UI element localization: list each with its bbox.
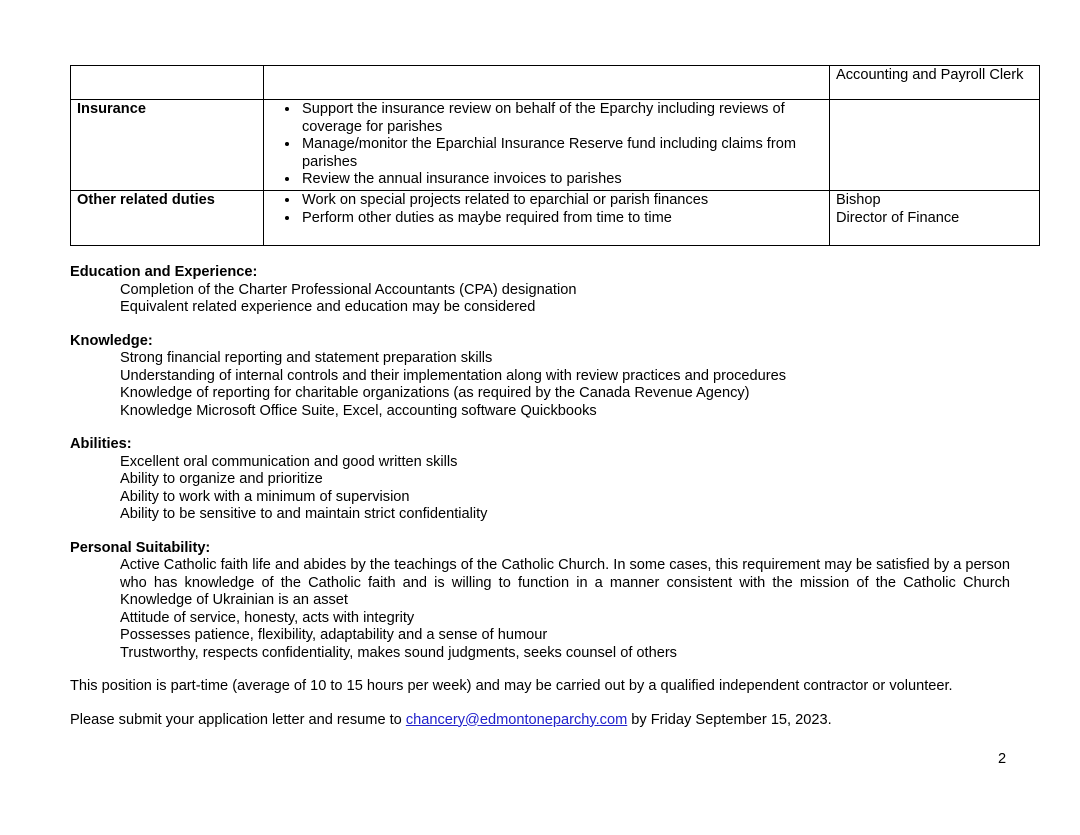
- table-row-continuation: [71, 66, 1040, 100]
- section-item: Understanding of internal controls and their implementation along with review practices and procedures: [120, 367, 787, 384]
- duty-bullet-list: [270, 192, 823, 227]
- responsibilities-cell: [264, 66, 830, 100]
- section-item: Possesses patience, flexibility, adaptability and a sense of humour: [120, 627, 548, 643]
- section-items: [70, 282, 1010, 317]
- part-time-note: This position is part-time (average of 10 to 15 hours per week) and may be carried out by a qualified independent contractor or volunteer.: [70, 678, 953, 694]
- duty-bullet-item: • Review the annual insurance invoices to parishes: [300, 171, 823, 189]
- duty-area-cell: Insurance: [71, 100, 264, 191]
- duty-area-cell: Other related duties: [71, 191, 264, 246]
- duty-bullet-item: • Work on special projects related to eparchial or parish finances: [300, 192, 823, 210]
- document-content: [70, 65, 1036, 745]
- responsible-line: Director of Finance: [836, 209, 960, 226]
- table-row-other-duties: [71, 191, 1040, 246]
- section-knowledge: [70, 333, 1010, 421]
- section-items: [70, 557, 1010, 662]
- page-number: 2: [998, 751, 1007, 767]
- responsible-party-cell: [830, 100, 1040, 191]
- section-item: Ability to be sensitive to and maintain strict confidentiality: [120, 506, 488, 522]
- section-heading-education: Education and Experience:: [70, 264, 258, 280]
- duty-bullet-item: • Support the insurance review on behalf of the Eparchy including reviews of coverage for parishes: [300, 101, 823, 136]
- responsibilities-cell: [264, 100, 830, 191]
- duty-bullet-list: [270, 101, 823, 189]
- responsible-party-cell: Accounting and Payroll Clerk: [830, 66, 1040, 100]
- application-instructions-prefix: Please submit your application letter and resume to: [70, 711, 406, 728]
- email-link[interactable]: chancery@edmontoneparchy.com: [405, 711, 628, 728]
- section-education: [70, 264, 1010, 317]
- duty-area-cell: [71, 66, 264, 100]
- table-row-insurance: [71, 100, 1040, 191]
- section-item: Excellent oral communication and good written skills: [120, 453, 458, 470]
- responsibilities-cell: [264, 191, 830, 246]
- duty-bullet-item: • Perform other duties as maybe required from time to time: [300, 210, 823, 228]
- section-item: Active Catholic faith life and abides by the teachings of the Catholic Church. In some cases, this requirement may be satisfied by a person who has knowledge of the Catholic faith and is willing to function in a manner consistent with the mission of the Catholic Church: [120, 557, 1010, 591]
- section-item: Equivalent related experience and education may be considered: [120, 299, 536, 315]
- responsible-line: Bishop: [836, 192, 881, 208]
- section-items: [70, 454, 1010, 524]
- duty-bullet-item: • Manage/monitor the Eparchial Insurance Reserve fund including claims from parishes: [300, 136, 823, 171]
- section-personal-suitability: [70, 540, 1010, 663]
- section-item: Completion of the Charter Professional Accountants (CPA) designation: [120, 281, 577, 298]
- section-items: [70, 350, 1010, 420]
- section-abilities: [70, 436, 1010, 524]
- section-item: Trustworthy, respects confidentiality, makes sound judgments, seeks counsel of others: [120, 644, 677, 661]
- section-heading-personal-suitability: Personal Suitability:: [70, 539, 211, 556]
- application-instructions: [70, 712, 1010, 730]
- section-item: Knowledge of Ukrainian is an asset: [120, 592, 348, 608]
- section-item: Strong financial reporting and statement preparation skills: [120, 350, 493, 366]
- section-heading-abilities: Abilities:: [70, 436, 132, 452]
- duties-table: [70, 65, 1040, 246]
- responsible-party-cell: [830, 191, 1040, 246]
- section-heading-knowledge: Knowledge:: [70, 332, 153, 349]
- section-item: Ability to work with a minimum of supervision: [120, 488, 410, 505]
- section-item: Knowledge of reporting for charitable organizations (as required by the Canada Revenue Agency): [120, 385, 750, 401]
- section-item: Knowledge Microsoft Office Suite, Excel, accounting software Quickbooks: [120, 402, 597, 419]
- section-item: Ability to organize and prioritize: [120, 471, 323, 487]
- section-item: Attitude of service, honesty, acts with integrity: [120, 609, 415, 626]
- application-instructions-suffix: by Friday September 15, 2023.: [627, 711, 832, 728]
